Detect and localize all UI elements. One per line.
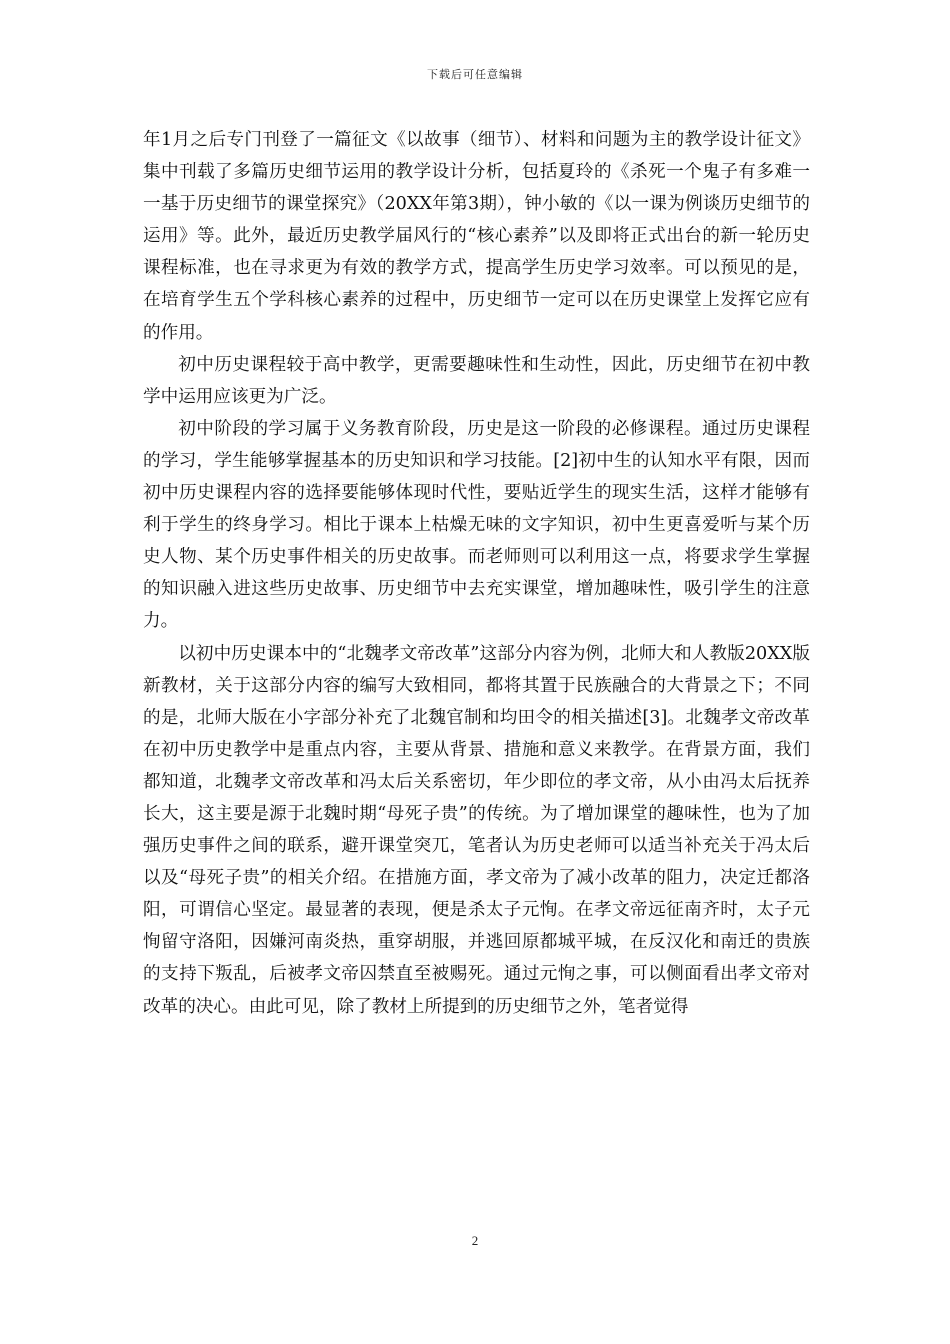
paragraph: 以初中历史课本中的“北魏孝文帝改革”这部分内容为例，北师大和人教版20XX版新教材，关于这部分内容的编写大致相同，都将其置于民族融合的大背景之下；不同的是，北师大版在小字部分补充了北魏官制和均田令的相关描述[3]。北魏孝文帝改革在初中历史教学中是重点内容，主要从背景、措施和意义来教学。在背景方面，我们都知道，北魏孝文帝改革和冯太后关系密切，年少即位的孝文帝，从小由冯太后抚养长大，这主要是源于北魏时期“母死子贵”的传统。为了增加课堂的趣味性，也为了加强历史事件之间的联系，避开课堂突兀，笔者认为历史老师可以适当补充关于冯太后以及“母死子贵”的相关介绍。在措施方面，孝文帝为了减小改革的阻力，决定迁都洛阳，可谓信心坚定。最显著的表现，便是杀太子元恂。在孝文帝远征南齐时，太子元恂留守洛阳，因嫌河南炎热，重穿胡服，并逃回原都城平城，在反汉化和南迁的贵族的支持下叛乱，后被孝文帝囚禁直至被赐死。通过元恂之事，可以侧面看出孝文帝对改革的决心。由此可见，除了教材上所提到的历史细节之外，笔者觉得 xyxy=(143,643,810,1017)
paragraph: 初中历史课程较于高中教学，更需要趣味性和生动性，因此，历史细节在初中教学中运用应该更为广泛。 xyxy=(143,354,810,407)
document-body xyxy=(143,124,810,1023)
page-number: 2 xyxy=(471,1233,479,1248)
paragraph: 初中阶段的学习属于义务教育阶段，历史是这一阶段的必修课程。通过历史课程的学习，学生能够掌握基本的历史知识和学习技能。[2]初中生的认知水平有限，因而初中历史课程内容的选择要能够体现时代性，要贴近学生的现实生活，这样才能够有利于学生的终身学习。相比于课本上枯燥无味的文字知识，初中生更喜爱听与某个历史人物、某个历史事件相关的历史故事。而老师则可以利用这一点，将要求学生掌握的知识融入进这些历史故事、历史细节中去充实课堂，增加趣味性，吸引学生的注意力。 xyxy=(143,418,810,632)
page-header: 下载后可任意编辑 xyxy=(427,68,523,81)
paragraph-continuation: 年1月之后专门刊登了一篇征文《以故事（细节）、材料和问题为主的教学设计征文》集中刊载了多篇历史细节运用的教学设计分析，包括夏玲的《杀死一个鬼子有多难一一基于历史细节的课堂探究》（20XX年第3期），钟小敏的《以一课为例谈历史细节的运用》等。此外，最近历史教学届风行的“核心素养”以及即将正式出台的新一轮历史课程标准，也在寻求更为有效的教学方式，提高学生历史学习效率。可以预见的是，在培育学生五个学科核心素养的过程中，历史细节一定可以在历史课堂上发挥它应有的作用。 xyxy=(143,130,810,343)
